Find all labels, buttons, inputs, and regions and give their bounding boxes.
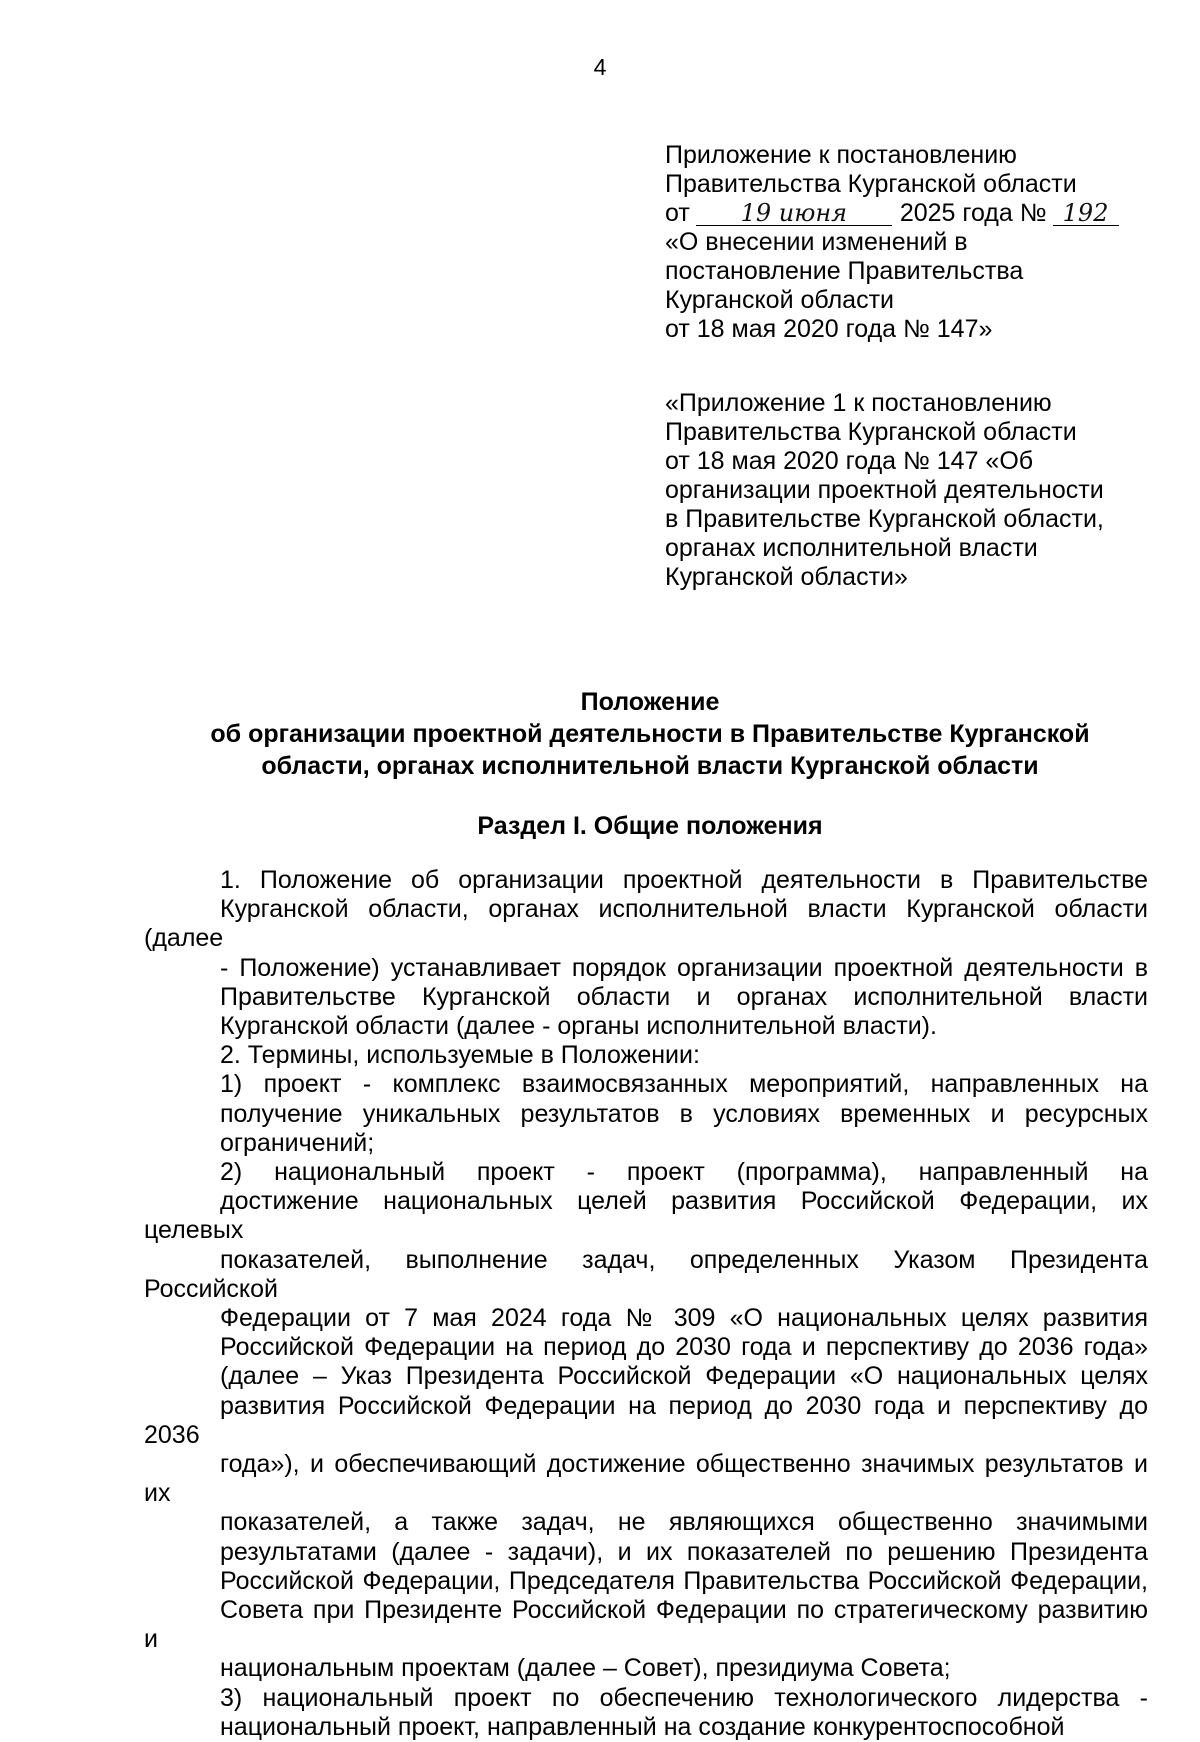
paragraph-line: национальным проектам (далее – Совет), президиума Совета; [220,1654,951,1683]
original-appendix-line: от 18 мая 2020 года № 147 «Об [665,447,1034,475]
paragraph [144,866,1148,1041]
paragraph-line: показателей, а также задач, не являющихся общественно значимыми [220,1508,1148,1537]
paragraph-line: Совета при Президенте Российской Федерации по стратегическому развитию и [144,1596,1148,1654]
paragraph-line: показателей, выполнение задач, определенных Указом Президента Российской [144,1245,1148,1303]
section-heading: Раздел I. Общие положения [477,812,823,840]
paragraph-line: (далее – Указ Президента Российской Федерации «О национальных целях [220,1362,1148,1391]
paragraph-line: 1) проект - комплекс взаимосвязанных мероприятий, направленных на [220,1070,1148,1099]
paragraph-line: Курганской области, органах исполнительной власти Курганской области (далее [144,895,1148,953]
appendix-title-line: постановление Правительства [665,257,1024,285]
document-body [144,866,1148,1742]
paragraph-line: 2. Термины, используемые в Положении: [220,1041,700,1070]
handwritten-date: 19 июня [696,201,892,226]
appendix-title-line: от 18 мая 2020 года № 147» [665,315,993,343]
title-line: Положение [580,688,720,716]
paragraph [144,1041,1148,1070]
handwritten-number: 192 [1053,201,1119,226]
paragraph-line: 3) национальный проект по обеспечению технологического лидерства - [220,1683,1148,1712]
paragraph-line: года»), и обеспечивающий достижение общественно значимых результатов и их [144,1450,1148,1508]
paragraph-line: результатами (далее - задачи), и их показателей по решению Президента [220,1537,1148,1566]
original-appendix-line: организации проектной деятельности [665,476,1104,504]
original-appendix-line: Правительства Курганской области [665,418,1077,446]
paragraph [144,1684,1148,1742]
appendix-title-line: «О внесении изменений в [665,228,968,256]
appendix-line: Приложение к постановлению [665,141,1017,169]
paragraph-line: ограничений; [220,1128,375,1157]
paragraph [144,1070,1148,1158]
appendix-title-line: Курганской области [665,286,895,314]
paragraph-line: 2) национальный проект - проект (программа), направленный на [220,1158,1148,1187]
date-year: 2025 года № [899,199,1047,227]
paragraph-line: Российской Федерации на период до 2030 года и перспективу до 2036 года» [220,1333,1148,1362]
paragraph-line: 1. Положение об организации проектной деятельности в Правительстве [220,866,1148,894]
paragraph-line: достижение национальных целей развития Российской Федерации, их целевых [144,1187,1148,1245]
paragraph-line: - Положение) устанавливает порядок организации проектной деятельности в [220,953,1148,982]
original-appendix-header [665,389,1185,592]
paragraph-line: национальный проект, направленный на создание конкурентоспособной [220,1712,1065,1741]
original-appendix-line: органах исполнительной власти [665,534,1038,562]
title-line: об организации проектной деятельности в Правительстве Курганской [210,720,1090,748]
paragraph [144,1158,1148,1684]
original-appendix-line: Курганской области» [665,563,908,591]
paragraph-line: Курганской области (далее - органы исполнительной власти). [220,1012,937,1041]
date-prefix: от [665,199,690,227]
original-appendix-line: в Правительстве Курганской области, [665,505,1104,533]
original-appendix-line: «Приложение 1 к постановлению [665,389,1052,417]
paragraph-line: Российской Федерации, Председателя Правительства Российской Федерации, [220,1566,1148,1595]
document-title [120,686,1180,782]
paragraph-line: развития Российской Федерации на период до 2030 года и перспективу до 2036 [144,1391,1148,1449]
appendix-date-line [665,199,1185,228]
appendix-header [665,141,1185,344]
appendix-line: Правительства Курганской области [665,170,1077,198]
page-number: 4 [593,54,607,80]
paragraph-line: получение уникальных результатов в условиях временных и ресурсных [220,1099,1148,1128]
paragraph-line: Правительстве Курганской области и органах исполнительной власти [220,982,1148,1011]
paragraph-line: Федерации от 7 мая 2024 года № 309 «О национальных целях развития [220,1304,1148,1333]
title-line: области, органах исполнительной власти Курганской области [261,752,1039,780]
